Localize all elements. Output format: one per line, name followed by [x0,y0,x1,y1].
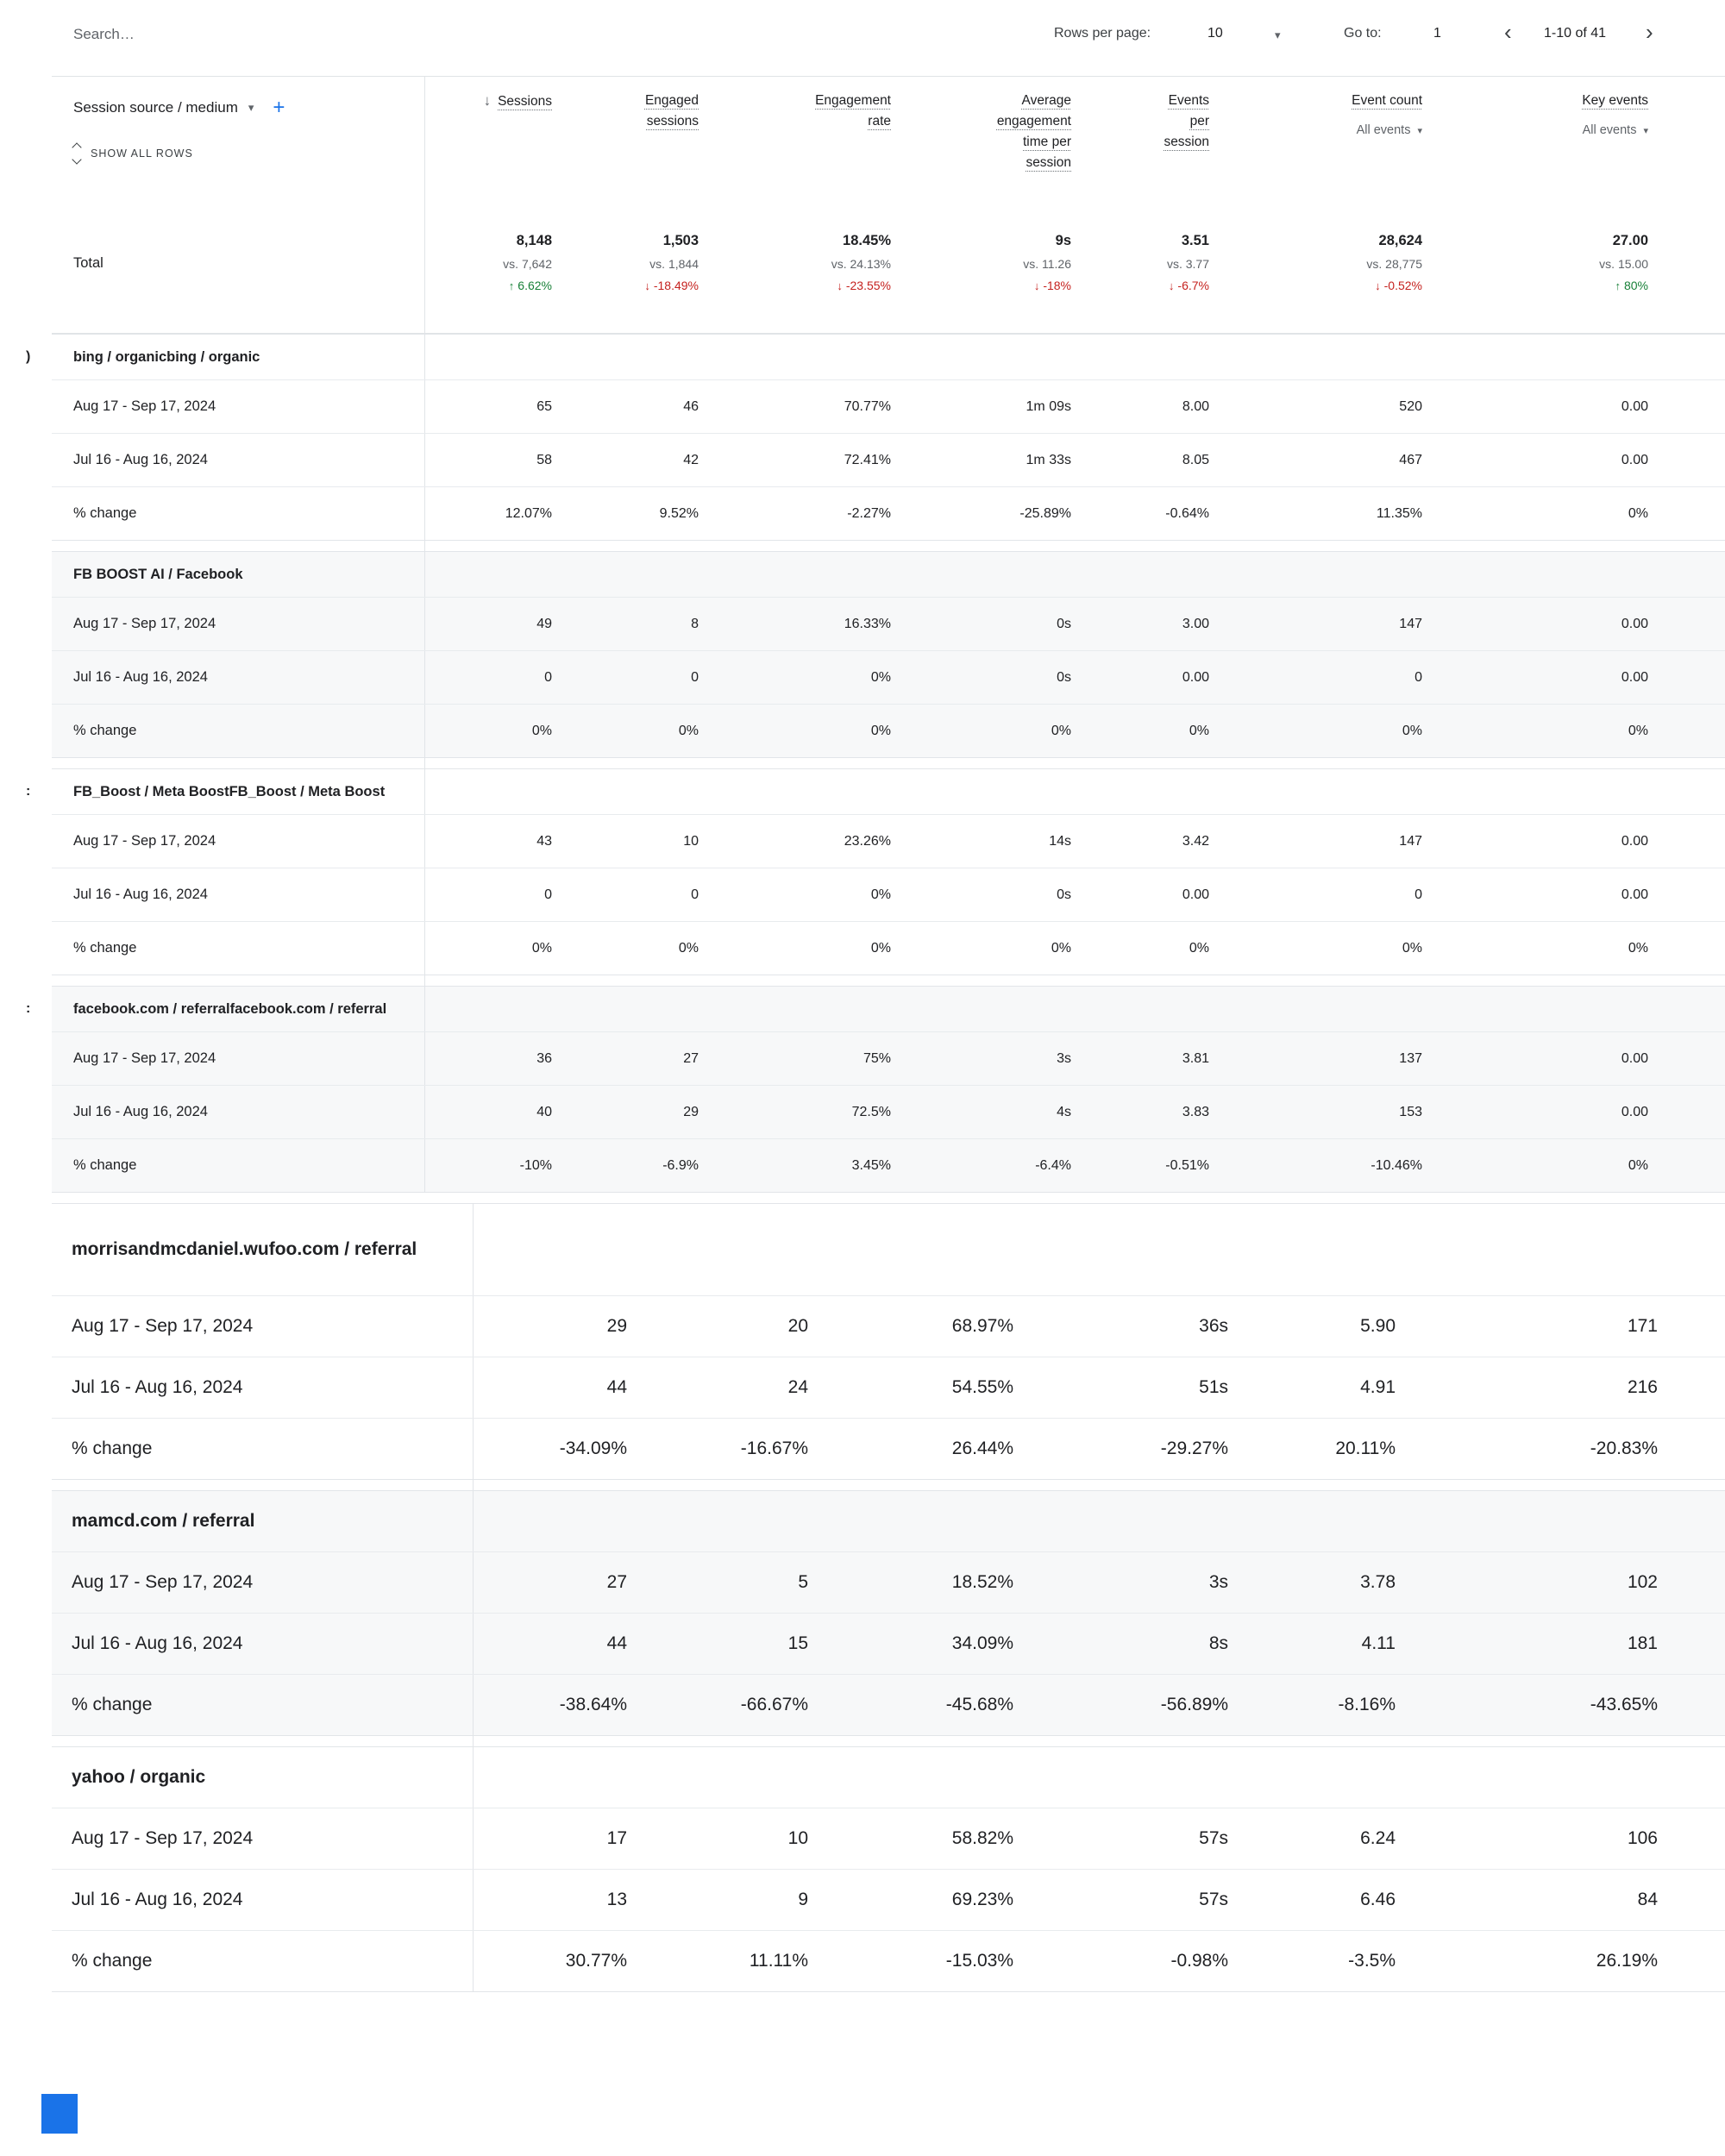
unfold-more-icon [73,144,80,163]
source-group-fb-boost-ai-facebook [52,551,1725,758]
table-toolbar [0,0,1725,76]
table-row: Aug 17 - Sep 17, 2024 27 5 18.52% 3s 3.78 102 [52,1552,1725,1614]
total-sessions: 8,148 vs. 7,642 ↑ 6.62% [503,233,552,292]
search-input[interactable]: Search… [73,26,135,42]
total-key-events: 27.00 vs. 15.00 ↑ 80% [1599,233,1648,292]
group-header-row[interactable]: morrisandmcdaniel.wufoo.com / referral [52,1204,1725,1296]
table-row: Aug 17 - Sep 17, 2024 43 10 23.26% 14s 3.42 147 0.00 [52,815,1725,868]
table-row: Jul 16 - Aug 16, 2024 0 0 0% 0s 0.00 0 0.00 [52,868,1725,922]
event-count-filter[interactable]: All events ▾ [1356,123,1422,137]
chevron-down-icon[interactable]: ▾ [248,101,254,114]
pct-change-row: % change -34.09% -16.67% 26.44% -29.27% 20.11% -20.83% [72,1438,1658,1458]
table-row: Jul 16 - Aug 16, 2024 13 9 69.23% 57s 6.46 84 [52,1870,1725,1931]
previous-page-icon[interactable]: ‹ [1504,19,1512,45]
show-all-rows-button[interactable] [73,144,424,163]
table-row: Jul 16 - Aug 16, 2024 40 29 72.5% 4s 3.83 153 0.00 [52,1086,1725,1139]
chevron-down-icon: ▾ [1417,126,1422,136]
chevron-down-icon[interactable]: ▾ [1275,28,1281,41]
row-marker: : [26,1001,31,1016]
key-events-filter[interactable]: All events ▾ [1582,123,1648,137]
group-header-row[interactable]: : facebook.com / referralfacebook.com / referral [52,987,1725,1032]
arrow-down-icon: ↓ [1033,279,1040,292]
arrow-up-icon: ↑ [1615,279,1621,292]
dimension-selector[interactable]: Session source / medium [73,99,238,116]
table-header [52,77,1725,334]
column-header-events-per-session[interactable]: Events per session [1164,93,1209,149]
arrow-down-icon: ↓ [837,279,843,292]
total-engaged-sessions: 1,503 vs. 1,844 ↓ -18.49% [644,233,699,292]
total-row-label: Total [73,255,104,271]
pct-change-row: % change -38.64% -66.67% -45.68% -56.89% -8.16% -43.65% [72,1695,1658,1714]
rows-per-page-label: Rows per page: [1054,26,1151,41]
table-row: Jul 16 - Aug 16, 2024 58 42 72.41% 1m 33s 8.05 467 0.00 [52,434,1725,487]
source-group-bing-organic [26,334,1725,541]
arrow-down-icon: ↓ [1375,279,1381,292]
table-row: Aug 17 - Sep 17, 2024 65 46 70.77% 1m 09s 8.00 520 0.00 [52,380,1725,434]
pct-change-row: % change -10% -6.9% 3.45% -6.4% -0.51% -10.46% 0% [73,1157,1648,1173]
add-dimension-icon[interactable]: + [273,96,285,119]
go-to-label: Go to: [1344,26,1382,41]
column-header-avg-engagement-time[interactable]: Average engagement time per session [996,93,1071,170]
pagination-range: 1-10 of 41 [1544,26,1607,41]
source-group-yahoo-organic [52,1746,1725,1992]
total-engagement-rate: 18.45% vs. 24.13% ↓ -23.55% [831,233,891,292]
scroll-indicator-fragment [41,2094,78,2134]
arrow-down-icon: ↓ [644,279,650,292]
arrow-down-icon: ↓ [1168,279,1175,292]
column-header-sessions[interactable]: ↓ Sessions [424,77,552,221]
table-row: Aug 17 - Sep 17, 2024 36 27 75% 3s 3.81 137 0.00 [52,1032,1725,1086]
group-header-row[interactable]: ) bing / organicbing / organic [52,335,1725,380]
row-marker: ) [26,349,31,364]
column-header-engaged-sessions[interactable]: Engaged sessions [644,93,699,128]
comparison-table [26,76,1725,2002]
row-marker: : [26,784,31,799]
pct-change-row: % change 12.07% 9.52% -2.27% -25.89% -0.64% 11.35% 0% [73,505,1648,521]
dimension-header [52,77,424,221]
column-header-event-count[interactable]: Event count All events ▾ [1209,77,1422,221]
pct-change-row: % change 30.77% 11.11% -15.03% -0.98% -3.5% 26.19% [72,1951,1658,1971]
table-row: Jul 16 - Aug 16, 2024 44 24 54.55% 51s 4.91 216 [52,1357,1725,1419]
group-header-row[interactable]: yahoo / organic [52,1747,1725,1808]
pct-change-row: % change 0% 0% 0% 0% 0% 0% 0% [73,723,1648,738]
table-row: Jul 16 - Aug 16, 2024 0 0 0% 0s 0.00 0 0.00 [52,651,1725,705]
column-header-engagement-rate[interactable]: Engagement rate [815,93,891,128]
go-to-input[interactable]: 1 [1433,26,1441,41]
arrow-up-icon: ↑ [508,279,515,292]
chevron-down-icon: ▾ [1643,126,1648,136]
table-row: Aug 17 - Sep 17, 2024 49 8 16.33% 0s 3.00 147 0.00 [52,598,1725,651]
group-header-row[interactable]: FB BOOST AI / Facebook [52,552,1725,598]
rows-per-page-select[interactable]: 10 [1208,26,1223,41]
total-events-per-session: 3.51 vs. 3.77 ↓ -6.7% [1166,233,1209,292]
sort-descending-icon: ↓ [483,92,492,109]
source-group-morrisandmcdaniel-referral [52,1203,1725,1480]
source-group-mamcd-referral [52,1490,1725,1736]
table-row: Aug 17 - Sep 17, 2024 29 20 68.97% 36s 5.90 171 [52,1296,1725,1357]
total-event-count: 28,624 vs. 28,775 ↓ -0.52% [1366,233,1422,292]
total-avg-engagement-time: 9s vs. 11.26 ↓ -18% [1023,233,1071,292]
table-row: Aug 17 - Sep 17, 2024 17 10 58.82% 57s 6.24 106 [52,1808,1725,1870]
group-header-row[interactable]: mamcd.com / referral [52,1491,1725,1552]
source-group-facebook-referral [26,986,1725,1193]
source-group-fb-boost-meta-boost [26,768,1725,975]
next-page-icon[interactable]: › [1646,19,1653,45]
table-row: Jul 16 - Aug 16, 2024 44 15 34.09% 8s 4.11 181 [52,1614,1725,1675]
show-all-rows-label: SHOW ALL ROWS [91,147,193,160]
group-header-row[interactable]: : FB_Boost / Meta BoostFB_Boost / Meta Boost [52,769,1725,815]
column-header-key-events[interactable]: Key events All events ▾ [1422,77,1648,221]
pct-change-row: % change 0% 0% 0% 0% 0% 0% 0% [73,940,1648,956]
